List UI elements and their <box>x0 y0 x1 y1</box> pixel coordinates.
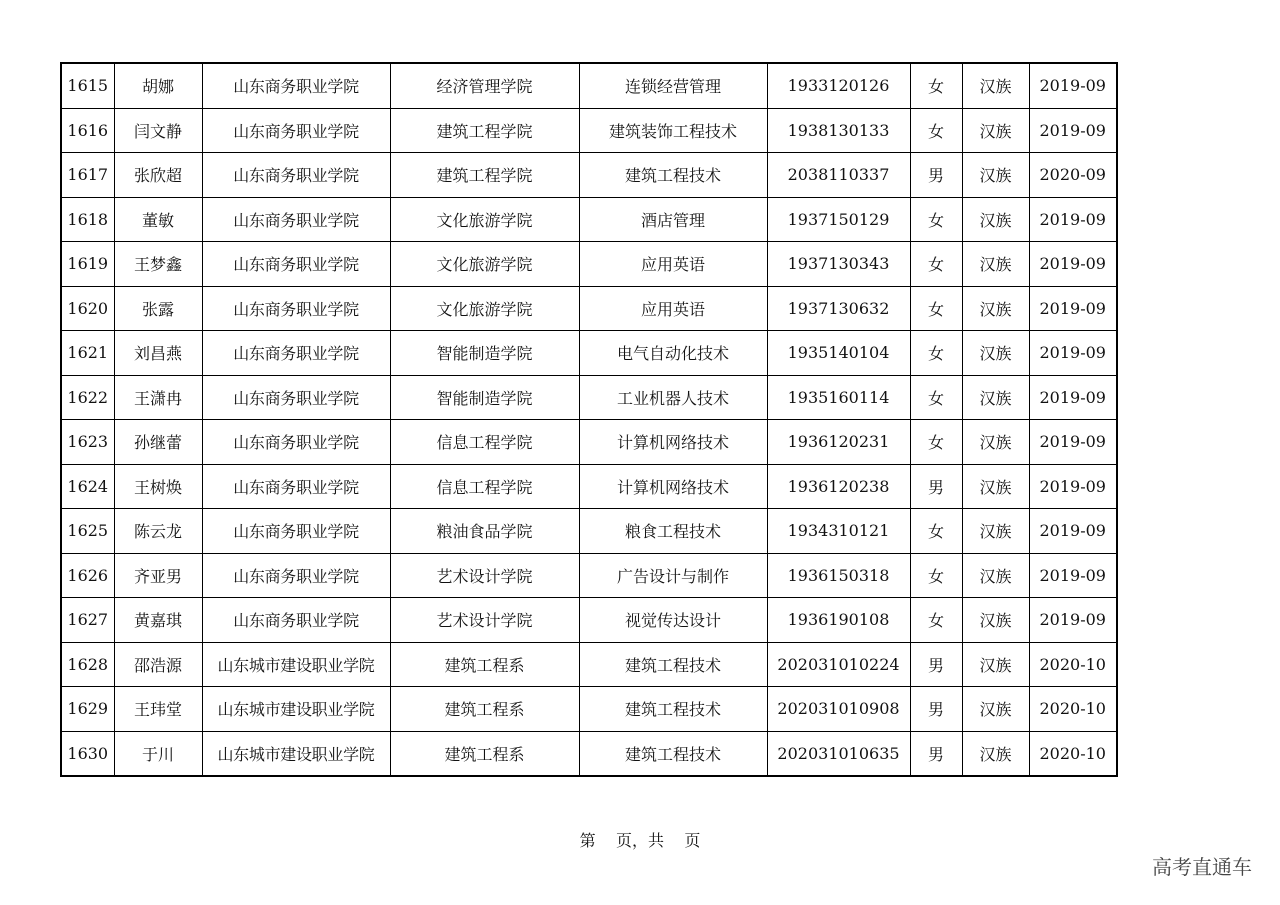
gender-cell: 女 <box>910 375 962 420</box>
enrollment-date-cell: 2020-10 <box>1029 642 1117 687</box>
table-row <box>61 598 1117 643</box>
school-cell: 山东商务职业学院 <box>202 63 390 108</box>
table-row <box>61 731 1117 776</box>
college-cell: 文化旅游学院 <box>390 242 579 287</box>
row-number-cell: 1616 <box>61 108 114 153</box>
row-number-cell: 1623 <box>61 420 114 465</box>
ethnicity-cell: 汉族 <box>962 153 1029 198</box>
row-number-cell: 1615 <box>61 63 114 108</box>
table-body <box>61 63 1117 776</box>
row-number-cell: 1618 <box>61 197 114 242</box>
student-id-cell: 202031010908 <box>767 687 910 732</box>
ethnicity-cell: 汉族 <box>962 63 1029 108</box>
table-row <box>61 242 1117 287</box>
name-cell: 董敏 <box>114 197 202 242</box>
major-cell: 建筑工程技术 <box>579 687 767 732</box>
major-cell: 广告设计与制作 <box>579 553 767 598</box>
college-cell: 建筑工程系 <box>390 687 579 732</box>
major-cell: 工业机器人技术 <box>579 375 767 420</box>
ethnicity-cell: 汉族 <box>962 420 1029 465</box>
name-cell: 王树焕 <box>114 464 202 509</box>
enrollment-date-cell: 2019-09 <box>1029 420 1117 465</box>
major-cell: 建筑工程技术 <box>579 153 767 198</box>
ethnicity-cell: 汉族 <box>962 286 1029 331</box>
enrollment-date-cell: 2019-09 <box>1029 553 1117 598</box>
row-number-cell: 1620 <box>61 286 114 331</box>
gender-cell: 女 <box>910 420 962 465</box>
enrollment-date-cell: 2019-09 <box>1029 197 1117 242</box>
row-number-cell: 1621 <box>61 331 114 376</box>
student-id-cell: 2038110337 <box>767 153 910 198</box>
college-cell: 智能制造学院 <box>390 331 579 376</box>
college-cell: 建筑工程学院 <box>390 153 579 198</box>
gender-cell: 女 <box>910 509 962 554</box>
major-cell: 计算机网络技术 <box>579 420 767 465</box>
row-number-cell: 1626 <box>61 553 114 598</box>
school-cell: 山东商务职业学院 <box>202 108 390 153</box>
major-cell: 粮食工程技术 <box>579 509 767 554</box>
gender-cell: 女 <box>910 598 962 643</box>
gender-cell: 男 <box>910 642 962 687</box>
student-id-cell: 1937130632 <box>767 286 910 331</box>
student-id-cell: 1938130133 <box>767 108 910 153</box>
school-cell: 山东商务职业学院 <box>202 553 390 598</box>
name-cell: 孙继蕾 <box>114 420 202 465</box>
school-cell: 山东城市建设职业学院 <box>202 642 390 687</box>
table-row <box>61 197 1117 242</box>
major-cell: 建筑工程技术 <box>579 642 767 687</box>
name-cell: 胡娜 <box>114 63 202 108</box>
student-id-cell: 202031010635 <box>767 731 910 776</box>
enrollment-date-cell: 2019-09 <box>1029 598 1117 643</box>
student-id-cell: 202031010224 <box>767 642 910 687</box>
major-cell: 建筑工程技术 <box>579 731 767 776</box>
ethnicity-cell: 汉族 <box>962 553 1029 598</box>
student-id-cell: 1936120238 <box>767 464 910 509</box>
college-cell: 艺术设计学院 <box>390 598 579 643</box>
table-row <box>61 108 1117 153</box>
major-cell: 计算机网络技术 <box>579 464 767 509</box>
gender-cell: 女 <box>910 197 962 242</box>
college-cell: 建筑工程系 <box>390 642 579 687</box>
college-cell: 粮油食品学院 <box>390 509 579 554</box>
table-row <box>61 153 1117 198</box>
college-cell: 信息工程学院 <box>390 420 579 465</box>
school-cell: 山东城市建设职业学院 <box>202 731 390 776</box>
school-cell: 山东商务职业学院 <box>202 509 390 554</box>
college-cell: 经济管理学院 <box>390 63 579 108</box>
gender-cell: 女 <box>910 108 962 153</box>
table-row <box>61 286 1117 331</box>
ethnicity-cell: 汉族 <box>962 731 1029 776</box>
student-id-cell: 1937130343 <box>767 242 910 287</box>
table-row <box>61 375 1117 420</box>
watermark-text: 高考直通车 <box>1152 855 1252 879</box>
college-cell: 文化旅游学院 <box>390 197 579 242</box>
gender-cell: 女 <box>910 331 962 376</box>
college-cell: 建筑工程学院 <box>390 108 579 153</box>
row-number-cell: 1619 <box>61 242 114 287</box>
college-cell: 艺术设计学院 <box>390 553 579 598</box>
school-cell: 山东商务职业学院 <box>202 153 390 198</box>
table-row <box>61 687 1117 732</box>
major-cell: 建筑装饰工程技术 <box>579 108 767 153</box>
table-row <box>61 464 1117 509</box>
school-cell: 山东商务职业学院 <box>202 331 390 376</box>
ethnicity-cell: 汉族 <box>962 598 1029 643</box>
ethnicity-cell: 汉族 <box>962 108 1029 153</box>
row-number-cell: 1629 <box>61 687 114 732</box>
enrollment-date-cell: 2020-10 <box>1029 731 1117 776</box>
ethnicity-cell: 汉族 <box>962 642 1029 687</box>
school-cell: 山东商务职业学院 <box>202 286 390 331</box>
gender-cell: 男 <box>910 464 962 509</box>
table-row <box>61 553 1117 598</box>
major-cell: 电气自动化技术 <box>579 331 767 376</box>
enrollment-date-cell: 2020-10 <box>1029 687 1117 732</box>
enrollment-date-cell: 2019-09 <box>1029 464 1117 509</box>
school-cell: 山东商务职业学院 <box>202 375 390 420</box>
table-row <box>61 420 1117 465</box>
gender-cell: 男 <box>910 731 962 776</box>
ethnicity-cell: 汉族 <box>962 242 1029 287</box>
student-id-cell: 1936190108 <box>767 598 910 643</box>
enrollment-date-cell: 2019-09 <box>1029 509 1117 554</box>
name-cell: 王潇冉 <box>114 375 202 420</box>
page-number-footer: 第 页，共 页 <box>579 831 701 850</box>
name-cell: 邵浩源 <box>114 642 202 687</box>
gender-cell: 男 <box>910 687 962 732</box>
school-cell: 山东商务职业学院 <box>202 420 390 465</box>
enrollment-date-cell: 2019-09 <box>1029 286 1117 331</box>
student-id-cell: 1933120126 <box>767 63 910 108</box>
school-cell: 山东城市建设职业学院 <box>202 687 390 732</box>
name-cell: 王梦鑫 <box>114 242 202 287</box>
school-cell: 山东商务职业学院 <box>202 242 390 287</box>
name-cell: 陈云龙 <box>114 509 202 554</box>
college-cell: 建筑工程系 <box>390 731 579 776</box>
name-cell: 张露 <box>114 286 202 331</box>
student-list-table <box>60 62 1118 777</box>
ethnicity-cell: 汉族 <box>962 464 1029 509</box>
gender-cell: 女 <box>910 63 962 108</box>
college-cell: 智能制造学院 <box>390 375 579 420</box>
name-cell: 张欣超 <box>114 153 202 198</box>
table-row <box>61 642 1117 687</box>
name-cell: 闫文静 <box>114 108 202 153</box>
name-cell: 刘昌燕 <box>114 331 202 376</box>
enrollment-date-cell: 2019-09 <box>1029 63 1117 108</box>
student-id-cell: 1935140104 <box>767 331 910 376</box>
gender-cell: 女 <box>910 242 962 287</box>
major-cell: 酒店管理 <box>579 197 767 242</box>
school-cell: 山东商务职业学院 <box>202 464 390 509</box>
table-row <box>61 331 1117 376</box>
enrollment-date-cell: 2019-09 <box>1029 108 1117 153</box>
gender-cell: 女 <box>910 286 962 331</box>
major-cell: 视觉传达设计 <box>579 598 767 643</box>
major-cell: 连锁经营管理 <box>579 63 767 108</box>
ethnicity-cell: 汉族 <box>962 687 1029 732</box>
row-number-cell: 1622 <box>61 375 114 420</box>
enrollment-date-cell: 2019-09 <box>1029 375 1117 420</box>
college-cell: 文化旅游学院 <box>390 286 579 331</box>
college-cell: 信息工程学院 <box>390 464 579 509</box>
enrollment-date-cell: 2019-09 <box>1029 331 1117 376</box>
name-cell: 齐亚男 <box>114 553 202 598</box>
row-number-cell: 1627 <box>61 598 114 643</box>
row-number-cell: 1625 <box>61 509 114 554</box>
table-row <box>61 509 1117 554</box>
enrollment-date-cell: 2019-09 <box>1029 242 1117 287</box>
gender-cell: 女 <box>910 553 962 598</box>
enrollment-date-cell: 2020-09 <box>1029 153 1117 198</box>
major-cell: 应用英语 <box>579 286 767 331</box>
gender-cell: 男 <box>910 153 962 198</box>
school-cell: 山东商务职业学院 <box>202 598 390 643</box>
ethnicity-cell: 汉族 <box>962 331 1029 376</box>
student-id-cell: 1935160114 <box>767 375 910 420</box>
name-cell: 于川 <box>114 731 202 776</box>
row-number-cell: 1630 <box>61 731 114 776</box>
table-row <box>61 63 1117 108</box>
row-number-cell: 1624 <box>61 464 114 509</box>
row-number-cell: 1628 <box>61 642 114 687</box>
name-cell: 王玮堂 <box>114 687 202 732</box>
row-number-cell: 1617 <box>61 153 114 198</box>
major-cell: 应用英语 <box>579 242 767 287</box>
student-id-cell: 1936120231 <box>767 420 910 465</box>
ethnicity-cell: 汉族 <box>962 509 1029 554</box>
name-cell: 黄嘉琪 <box>114 598 202 643</box>
student-id-cell: 1937150129 <box>767 197 910 242</box>
ethnicity-cell: 汉族 <box>962 375 1029 420</box>
student-id-cell: 1936150318 <box>767 553 910 598</box>
school-cell: 山东商务职业学院 <box>202 197 390 242</box>
ethnicity-cell: 汉族 <box>962 197 1029 242</box>
student-id-cell: 1934310121 <box>767 509 910 554</box>
